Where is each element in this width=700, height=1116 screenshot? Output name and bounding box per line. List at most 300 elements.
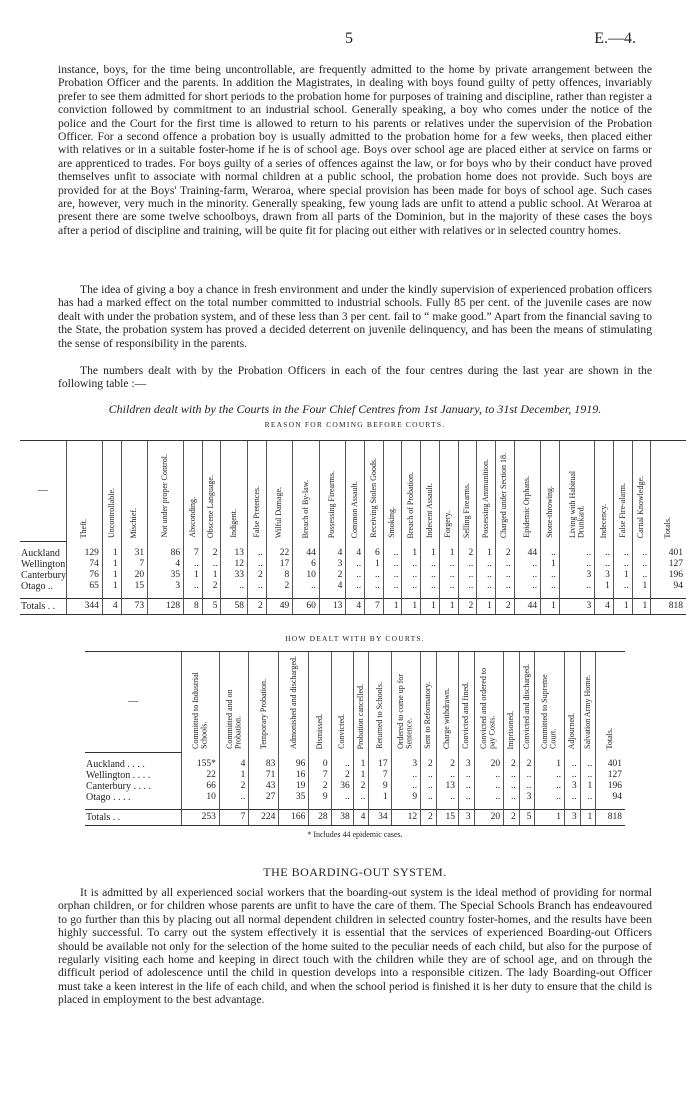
table-cell: .. bbox=[331, 759, 353, 770]
table-cell: 2 bbox=[202, 548, 221, 559]
table-cell: .. bbox=[383, 570, 402, 581]
table-cell: .. bbox=[580, 770, 596, 781]
row-label: Otago . . . . bbox=[86, 791, 131, 803]
reasons-column-label: Selling Firearms. bbox=[462, 482, 472, 538]
disposal-column-label: Adjourned. bbox=[567, 712, 577, 749]
table-cell: .. bbox=[458, 559, 477, 570]
table-cell: 2 bbox=[436, 759, 458, 770]
table-cell: 1 bbox=[477, 548, 496, 559]
table-cell: 12 bbox=[391, 809, 421, 825]
table-cell: 27 bbox=[249, 792, 279, 803]
table-cell: .. bbox=[514, 581, 541, 592]
table-cell: 58 bbox=[221, 598, 248, 614]
table-cell: 83 bbox=[249, 759, 279, 770]
table-cell: 2 bbox=[331, 770, 353, 781]
reasons-column-label: Living with Habitual Drunkard. bbox=[567, 470, 586, 538]
table-cell: 1 bbox=[402, 548, 421, 559]
table-cell: 20 bbox=[474, 809, 504, 825]
reasons-column-label: Breach of Probation. bbox=[406, 471, 416, 538]
disposal-column-label: Committed to Supreme Court. bbox=[540, 674, 558, 749]
table-cell: .. bbox=[365, 581, 384, 592]
disposal-column-label: Totals. bbox=[605, 727, 615, 749]
table-cell: .. bbox=[439, 570, 458, 581]
section-title: THE BOARDING-OUT SYSTEM. bbox=[263, 865, 447, 879]
table-cell: 1 bbox=[580, 781, 596, 792]
table-cell: 13 bbox=[221, 548, 248, 559]
table-cell: 7 bbox=[219, 809, 249, 825]
reasons-column-header bbox=[365, 441, 384, 542]
disposal-column-label: Sent to Reformatory. bbox=[423, 682, 433, 749]
disposal-column-label: Convicted and discharged. bbox=[521, 664, 531, 749]
table-cell: 2 bbox=[266, 581, 293, 592]
row-label: Auckland bbox=[21, 547, 60, 559]
table-cell: .. bbox=[402, 559, 421, 570]
reasons-column-label: Totals. bbox=[663, 516, 673, 538]
table-cell: .. bbox=[559, 548, 594, 559]
table-cell: .. bbox=[421, 570, 440, 581]
table-cell: .. bbox=[365, 570, 384, 581]
disposal-column-header bbox=[564, 652, 580, 753]
reasons-column-label: Not under proper Control. bbox=[160, 454, 170, 538]
table-cell: 76 bbox=[67, 570, 103, 581]
table-cell: 10 bbox=[293, 570, 320, 581]
table-cell: 7 bbox=[184, 548, 203, 559]
reasons-column-header bbox=[293, 441, 320, 542]
table-cell: .. bbox=[458, 792, 474, 803]
table-cell: .. bbox=[402, 570, 421, 581]
table-cell: 1 bbox=[632, 581, 651, 592]
table-cell: 31 bbox=[121, 548, 148, 559]
table-cell: 1 bbox=[102, 581, 121, 592]
table-cell: .. bbox=[421, 792, 437, 803]
table-cell: .. bbox=[383, 581, 402, 592]
table-cell: 7 bbox=[121, 559, 148, 570]
table-cell: 73 bbox=[121, 598, 148, 614]
table-cell: 8 bbox=[266, 570, 293, 581]
table-cell: .. bbox=[458, 570, 477, 581]
table-cell: 3 bbox=[564, 781, 580, 792]
table-cell: 2 bbox=[219, 781, 249, 792]
table-cell: .. bbox=[519, 781, 535, 792]
table-cell: 2 bbox=[248, 598, 267, 614]
table-cell: 17 bbox=[369, 759, 391, 770]
table-cell: 1 bbox=[202, 570, 221, 581]
table-cell: 1 bbox=[102, 559, 121, 570]
reasons-column-label: Mischief. bbox=[129, 507, 139, 538]
table-cell: .. bbox=[632, 570, 651, 581]
table-cell: 1 bbox=[102, 570, 121, 581]
table-cell: 3 bbox=[595, 570, 614, 581]
table-cell: 2 bbox=[319, 570, 346, 581]
reasons-column-header bbox=[632, 441, 651, 542]
disposal-row bbox=[85, 759, 625, 770]
table-cell: .. bbox=[613, 559, 632, 570]
table-cell: 1 bbox=[353, 759, 369, 770]
disposal-column-header bbox=[369, 652, 391, 753]
table-cell: 1 bbox=[102, 548, 121, 559]
table-cell: .. bbox=[613, 581, 632, 592]
table-cell: 1 bbox=[369, 792, 391, 803]
table-cell: 166 bbox=[279, 809, 309, 825]
reasons-column-label: Theft. bbox=[79, 518, 89, 538]
table-cell: .. bbox=[632, 548, 651, 559]
table-cell: 224 bbox=[249, 809, 279, 825]
table-cell: 86 bbox=[148, 548, 184, 559]
document-reference: E.—4. bbox=[594, 30, 636, 47]
table-cell: 3 bbox=[458, 759, 474, 770]
paragraph-probation-home: instance, boys, for the time being uncontrollable, are frequently admitted to the home by private arrangement between the Probation Officer and the parents. In addition the Magistrates, in dealing with boys found guilty of petty offences, invariably prefer to see them admitted for short periods to the probation home for purposes of training and discipline, rather than register a conviction followed by commitment to an industrial school. Generally speaking, a boy who comes under the notice of the police and the Court for the first time is allowed to return to his parents or relatives under the supervision of the Probation Officer. For a second offence a probation boy is usually admitted to the probation home for a few weeks, then placed either with relatives or in a suitable foster-home if he is of school age. Boys over school age are placed either at service on farms or are apprenticed to trades. For boys guilty of a series of offences against the law, or for boys who by their conduct have proved themselves unfit to associate with normal children at a public school, the probation home does not provide. Such boys are provided for at the Boys' Training-farm, Weraroa, where special provision has been made for boys of school age. Such cases are, however, very much in the minority. Generally speaking, few young lads are unfit to attend a public school. At Weraroa at present there are some twelve schoolboys, drawn from all parts of the Dominion, but in the majority of these cases the boys after a period of discipline and training, will be quite fit for placing out either with relatives or in selected country homes. bbox=[58, 63, 652, 237]
row-label: Wellington bbox=[21, 558, 66, 570]
table-cell: 20 bbox=[474, 759, 504, 770]
table-cell: 2 bbox=[202, 581, 221, 592]
reasons-column-header bbox=[613, 441, 632, 542]
table-cell: 1 bbox=[421, 598, 440, 614]
reasons-row bbox=[20, 581, 686, 592]
reasons-column-header bbox=[184, 441, 203, 542]
reasons-column-header bbox=[595, 441, 614, 542]
table-cell: .. bbox=[346, 559, 365, 570]
disposal-table-header bbox=[85, 652, 625, 753]
table-cell: .. bbox=[439, 559, 458, 570]
table-cell: .. bbox=[564, 792, 580, 803]
table-cell: 4 bbox=[319, 581, 346, 592]
reasons-column-header bbox=[202, 441, 221, 542]
table-cell: 196 bbox=[596, 781, 625, 792]
table-cell: 22 bbox=[266, 548, 293, 559]
reasons-column-header bbox=[458, 441, 477, 542]
table-cell: 1 bbox=[439, 598, 458, 614]
table-cell: 1 bbox=[632, 598, 651, 614]
table-cell: 127 bbox=[596, 770, 625, 781]
table-cell: .. bbox=[221, 581, 248, 592]
disposal-column-label: Ordered to come up for Sentence. bbox=[396, 673, 414, 749]
table-cell: 127 bbox=[651, 559, 686, 570]
table-cell: 1 bbox=[580, 809, 596, 825]
reasons-column-header bbox=[248, 441, 267, 542]
reasons-column-header bbox=[541, 441, 560, 542]
table-cell: 34 bbox=[369, 809, 391, 825]
table-cell: 9 bbox=[369, 781, 391, 792]
table-cell: 94 bbox=[596, 792, 625, 803]
table-cell: 65 bbox=[67, 581, 103, 592]
table-cell: .. bbox=[184, 559, 203, 570]
table-cell: .. bbox=[632, 559, 651, 570]
reasons-column-label: Smoking. bbox=[387, 507, 397, 538]
table-cell: 1 bbox=[184, 570, 203, 581]
row-label: Totals . . bbox=[85, 809, 182, 825]
disposal-column-label: Convicted and fined. bbox=[461, 682, 471, 749]
table-cell: 155* bbox=[182, 759, 220, 770]
disposal-column-header bbox=[580, 652, 596, 753]
table-cell: .. bbox=[421, 770, 437, 781]
table-cell: 43 bbox=[249, 781, 279, 792]
reasons-column-label: Charged under Section 18. bbox=[499, 452, 509, 538]
row-label: Canterbury bbox=[21, 569, 66, 581]
table-cell: .. bbox=[495, 559, 514, 570]
disposal-column-label: Committed and on Probation. bbox=[224, 689, 243, 749]
table-cell: 128 bbox=[148, 598, 184, 614]
table-cell: .. bbox=[559, 581, 594, 592]
disposal-table bbox=[85, 651, 625, 826]
reasons-column-header bbox=[421, 441, 440, 542]
table-cell: 2 bbox=[519, 759, 535, 770]
table-cell: .. bbox=[541, 570, 560, 581]
table-cell: 3 bbox=[148, 581, 184, 592]
table-cell: 94 bbox=[651, 581, 686, 592]
disposal-column-header bbox=[249, 652, 279, 753]
table-cell: 1 bbox=[535, 759, 565, 770]
table-cell: .. bbox=[293, 581, 320, 592]
table-cell: .. bbox=[391, 781, 421, 792]
table-cell: 15 bbox=[436, 809, 458, 825]
disposal-column-label: Committed to Industrial Schools. bbox=[190, 672, 209, 749]
reasons-column-header bbox=[559, 441, 594, 542]
reasons-column-header bbox=[495, 441, 514, 542]
table-cell: 7 bbox=[309, 770, 331, 781]
table-cell: .. bbox=[436, 770, 458, 781]
reasons-column-header bbox=[121, 441, 148, 542]
table-cell: .. bbox=[391, 770, 421, 781]
table-cell: 74 bbox=[67, 559, 103, 570]
table-cell: 3 bbox=[564, 809, 580, 825]
table-cell: 4 bbox=[148, 559, 184, 570]
disposal-column-header bbox=[391, 652, 421, 753]
reasons-column-label: Carnal Knowledge. bbox=[636, 475, 646, 538]
paragraph-fresh-environment: The idea of giving a boy a chance in fresh environment and under the kindly supervision of experienced probation officers has had a marked effect on the total number committed to industrial schools. Fully 85 per cent. of the juvenile cases are now dealt with under the probation system, and of these less than 3 per cent. fail to “ make good.” Apart from the financial saving to the State, the probation system has proved a decided deterrent on juvenile delinquency, and has been the means of stimulating the sense of responsibility in the parents. bbox=[58, 283, 652, 350]
reasons-column-header bbox=[319, 441, 346, 542]
table-cell: 1 bbox=[541, 559, 560, 570]
reasons-corner-cell: — bbox=[20, 441, 67, 542]
table-cell: 1 bbox=[613, 570, 632, 581]
table-cell: 2 bbox=[504, 809, 520, 825]
table-cell: .. bbox=[564, 759, 580, 770]
reasons-column-header bbox=[346, 441, 365, 542]
table-cell: .. bbox=[504, 792, 520, 803]
disposal-column-label: Charge withdrawn. bbox=[442, 687, 452, 749]
reasons-column-header bbox=[477, 441, 496, 542]
table-cell: 2 bbox=[353, 781, 369, 792]
reasons-column-label: Receiving Stolen Goods. bbox=[368, 458, 378, 538]
reasons-column-label: Breach of By-law. bbox=[300, 479, 310, 538]
table-cell: .. bbox=[477, 570, 496, 581]
table-cell: 253 bbox=[182, 809, 220, 825]
table-cell: 35 bbox=[279, 792, 309, 803]
table-cell: .. bbox=[541, 548, 560, 559]
table-cell: .. bbox=[580, 792, 596, 803]
table-cell: .. bbox=[219, 792, 249, 803]
disposal-column-header bbox=[421, 652, 437, 753]
table-cell: .. bbox=[477, 581, 496, 592]
table-cell: 3 bbox=[559, 570, 594, 581]
table-cell: 2 bbox=[248, 570, 267, 581]
table-cell: 6 bbox=[365, 548, 384, 559]
disposal-column-header bbox=[331, 652, 353, 753]
table-cell: .. bbox=[202, 559, 221, 570]
table-cell: 1 bbox=[353, 770, 369, 781]
table-cell: 9 bbox=[309, 792, 331, 803]
table-cell: 22 bbox=[182, 770, 220, 781]
table-cell: .. bbox=[474, 792, 504, 803]
table-cell: 5 bbox=[519, 809, 535, 825]
table-cell: 66 bbox=[182, 781, 220, 792]
disposal-column-header bbox=[353, 652, 369, 753]
disposal-column-label: Convicted. bbox=[336, 714, 346, 749]
page-number: 5 bbox=[345, 30, 353, 47]
table-cell: 17 bbox=[266, 559, 293, 570]
table-cell: .. bbox=[564, 770, 580, 781]
table-cell: 401 bbox=[651, 548, 686, 559]
reasons-column-label: Possessing Firearms. bbox=[327, 470, 337, 538]
table-cell: .. bbox=[477, 559, 496, 570]
table-cell: .. bbox=[495, 581, 514, 592]
table-cell: 1 bbox=[541, 598, 560, 614]
table-cell: 44 bbox=[514, 548, 541, 559]
table1-subtitle: REASON FOR COMING BEFORE COURTS. bbox=[264, 420, 446, 429]
table-cell: .. bbox=[535, 781, 565, 792]
table-cell: .. bbox=[421, 781, 437, 792]
table-cell: 3 bbox=[319, 559, 346, 570]
table-cell: 2 bbox=[421, 759, 437, 770]
reasons-column-header bbox=[383, 441, 402, 542]
table-cell: .. bbox=[580, 759, 596, 770]
reasons-column-header bbox=[102, 441, 121, 542]
table-cell: 19 bbox=[279, 781, 309, 792]
disposal-column-label: Dismissed. bbox=[314, 713, 324, 749]
disposal-column-header bbox=[474, 652, 504, 753]
table-cell: 3 bbox=[519, 792, 535, 803]
table-cell: 2 bbox=[309, 781, 331, 792]
reasons-table-header bbox=[20, 441, 686, 542]
row-label: Canterbury . . . . bbox=[86, 780, 151, 792]
table-cell: 818 bbox=[596, 809, 625, 825]
table-cell: 1 bbox=[477, 598, 496, 614]
table-cell: 1 bbox=[421, 548, 440, 559]
disposal-row bbox=[85, 781, 625, 792]
table-cell: 38 bbox=[331, 809, 353, 825]
table-cell: 3 bbox=[559, 598, 594, 614]
table-cell: 20 bbox=[121, 570, 148, 581]
reasons-column-label: Possessing Ammunition. bbox=[480, 458, 490, 538]
table-cell: 1 bbox=[613, 598, 632, 614]
table-cell: 4 bbox=[346, 548, 365, 559]
table-cell: .. bbox=[402, 581, 421, 592]
page-header bbox=[0, 30, 700, 50]
paragraph-boarding-out: It is admitted by all experienced social workers that the boarding-out system is the ideal method of providing for normal orphan children, or for children whose parents are unfit to have the care of them. The Special Schools Branch has endeavoured to go further than this by placing out all normal dependent children in selected country foster-homes, and the results have been highly successful. To carry out the system effectively it is essential that the services of experienced Boarding-out Officers should be available not only for the selection of the home suited to the peculiar needs of each child, but also for the purpose of regularly visiting each home and keeping in direct touch with the children while they are of school age, and on through the difficult period of adolescence until the child in question develops into a responsible citizen. The lady Boarding-out Officer must take a keen interest in the life of each child, and when the school period is finished it is her duty to ensure that the child is placed in employment to the best advantage. bbox=[58, 886, 652, 1007]
table-cell: .. bbox=[439, 581, 458, 592]
table-cell: 4 bbox=[595, 598, 614, 614]
disposal-column-header bbox=[504, 652, 520, 753]
disposal-row bbox=[85, 792, 625, 803]
table-cell: 2 bbox=[495, 548, 514, 559]
table-cell: .. bbox=[613, 548, 632, 559]
reasons-column-label: Stone-throwing. bbox=[544, 486, 554, 538]
disposal-column-header bbox=[535, 652, 565, 753]
disposal-column-label: Salvation Army Home. bbox=[582, 675, 592, 749]
disposal-column-label: Convicted and ordered to pay Costs. bbox=[479, 667, 497, 749]
disposal-column-header bbox=[596, 652, 625, 753]
table-cell: 16 bbox=[279, 770, 309, 781]
table-cell: 1 bbox=[383, 598, 402, 614]
disposal-column-header bbox=[219, 652, 249, 753]
reasons-table bbox=[20, 440, 686, 615]
table-cell: 4 bbox=[319, 548, 346, 559]
table-cell: .. bbox=[421, 581, 440, 592]
table-cell: .. bbox=[474, 781, 504, 792]
table-cell: 33 bbox=[221, 570, 248, 581]
disposal-column-label: Returned to Schools. bbox=[374, 682, 384, 749]
table-cell: 1 bbox=[365, 559, 384, 570]
reasons-row bbox=[20, 559, 686, 570]
table-cell: 6 bbox=[293, 559, 320, 570]
table-cell: .. bbox=[383, 559, 402, 570]
table-cell: .. bbox=[346, 581, 365, 592]
table-cell: .. bbox=[383, 548, 402, 559]
table-cell: 15 bbox=[121, 581, 148, 592]
row-label: Otago .. bbox=[21, 580, 53, 592]
reasons-column-label: False Pretences. bbox=[251, 486, 261, 538]
table-cell: 1 bbox=[402, 598, 421, 614]
disposal-row bbox=[85, 809, 625, 825]
disposal-row bbox=[85, 770, 625, 781]
table-cell: 4 bbox=[353, 809, 369, 825]
table-cell: 13 bbox=[319, 598, 346, 614]
reasons-column-header bbox=[651, 441, 686, 542]
table-cell: 0 bbox=[309, 759, 331, 770]
table-cell: .. bbox=[504, 770, 520, 781]
table-cell: .. bbox=[541, 581, 560, 592]
reasons-column-header bbox=[266, 441, 293, 542]
table-cell: .. bbox=[504, 781, 520, 792]
reasons-column-label: Wilful Damage. bbox=[274, 486, 284, 538]
paragraph-table-intro: The numbers dealt with by the Probation Officers in each of the four centres during the last year are shown in the following table :— bbox=[58, 364, 652, 391]
table-cell: .. bbox=[595, 548, 614, 559]
table-cell: 7 bbox=[365, 598, 384, 614]
table-cell: 1 bbox=[595, 581, 614, 592]
table-cell: 2 bbox=[504, 759, 520, 770]
reasons-column-header bbox=[148, 441, 184, 542]
reasons-column-header bbox=[67, 441, 103, 542]
table-cell: 12 bbox=[221, 559, 248, 570]
table-cell: .. bbox=[514, 559, 541, 570]
reasons-column-label: Common Assault. bbox=[349, 480, 359, 538]
table-cell: 2 bbox=[458, 598, 477, 614]
table-cell: .. bbox=[458, 581, 477, 592]
table-cell: .. bbox=[559, 559, 594, 570]
row-label: Wellington . . . . bbox=[86, 769, 151, 781]
table-cell: 44 bbox=[514, 598, 541, 614]
table-cell: 3 bbox=[458, 809, 474, 825]
reasons-column-label: Epidemic Orphans. bbox=[522, 476, 532, 538]
table-cell: 2 bbox=[495, 598, 514, 614]
table-cell: .. bbox=[595, 559, 614, 570]
reasons-column-label: Uncontrollable. bbox=[106, 488, 116, 538]
disposal-column-header bbox=[309, 652, 331, 753]
table-cell: 8 bbox=[184, 598, 203, 614]
table-cell: 60 bbox=[293, 598, 320, 614]
table-cell: 44 bbox=[293, 548, 320, 559]
disposal-column-label: Admonished and discharged. bbox=[288, 656, 298, 749]
table-cell: .. bbox=[331, 792, 353, 803]
disposal-column-header bbox=[279, 652, 309, 753]
reasons-column-label: Absconding. bbox=[187, 497, 197, 538]
table-cell: 10 bbox=[182, 792, 220, 803]
table-cell: 401 bbox=[596, 759, 625, 770]
reasons-column-header bbox=[402, 441, 421, 542]
reasons-row bbox=[20, 548, 686, 559]
table-cell: 13 bbox=[436, 781, 458, 792]
table-cell: 1 bbox=[439, 548, 458, 559]
reasons-column-label: Indecency. bbox=[598, 503, 608, 538]
